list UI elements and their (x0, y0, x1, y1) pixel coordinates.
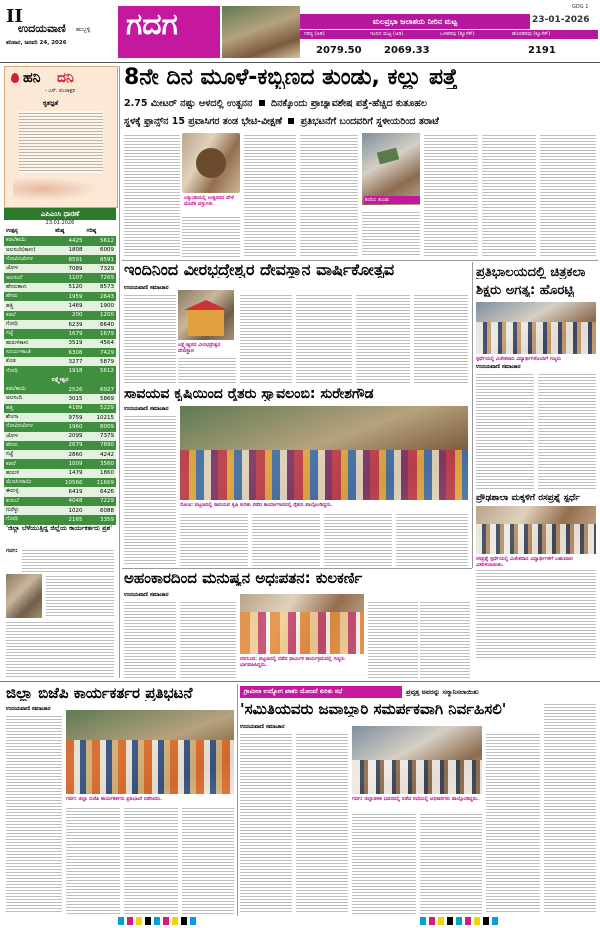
market-cell-max: 8009 (85, 422, 116, 431)
market-cell-crop: ಹುರುಳಿ (4, 469, 53, 478)
story2-headline: ಇಂದಿನಿಂದ ವೀರಭದ್ರೇಶ್ವರ ದೇವಸ್ಥಾನ ವಾರ್ಷಿಕೋತ್ಸವ (124, 262, 395, 278)
honey-brand-right: ದನಿ (57, 70, 74, 86)
market-cell-min: 6308 (53, 348, 84, 357)
lead-col-2 (182, 215, 240, 257)
market-cell-max: 6088 (85, 506, 116, 515)
bottom-right-headline: 'ಸಮಿತಿಯವರು ಜವಾಬ್ದಾರಿ ಸಮರ್ಪಕವಾಗಿ ನಿರ್ವಹಿಸಲಿ' (240, 702, 507, 717)
market-row (4, 404, 116, 413)
profile-place: ಗದಗ: (6, 548, 18, 554)
bottom-left-byline: ಉದಯವಾಣಿ ಸಮಾಚಾರ (6, 706, 51, 712)
meeting-table (352, 760, 482, 794)
bottom-right-col-5 (486, 732, 540, 914)
story3-byline: ಉದಯವಾಣಿ ಸಮಾಚಾರ (124, 406, 169, 412)
market-cell-max: 6640 (85, 320, 116, 329)
honey-subtitle: ಕೃತಜ್ಞತೆ (43, 99, 59, 107)
market-cell-max: 3359 (85, 515, 116, 524)
market-row (4, 469, 116, 478)
market-cell-min: 2526 (53, 385, 84, 394)
story3-col-3 (252, 512, 320, 566)
market-cell-min: 1959 (53, 292, 84, 301)
story3-caption: ರೋಣ: ಪಟ್ಟಣದಲ್ಲಿ ಸಾವಯವ ಕೃಷಿ ಕುರಿತು ನಡೆದ ಕಾರ್ಯಾಗಾರದಲ್ಲಿ ರೈತರು ಪಾಲ್ಗೊಂಡಿದ್ದರು. (180, 502, 333, 508)
market-cell-max: 5612 (85, 236, 116, 245)
market-title: ಎಪಿಎಂಸಿ ಧಾರಣೆ (4, 208, 116, 220)
market-cell-crop: ಗೋವಿನಜೋಳ (4, 255, 53, 264)
market-cell-max: 3560 (85, 459, 116, 468)
profile-text-1 (22, 548, 114, 572)
bottom-left-col-3 (124, 806, 178, 914)
story4-col-1 (124, 600, 176, 678)
market-row (4, 236, 116, 245)
right-byline: ಉದಯವಾಣಿ ಸಮಾಚಾರ (476, 364, 521, 370)
lead-sub-2b: ಪ್ರತಿಭಟನೆಗೆ ಬಂದವರಿಗೆ ಸ್ಥಳೀಯರಿಂದ ತರಾಟೆ (300, 116, 439, 127)
market-cell-min: 1107 (53, 273, 84, 282)
market-cell-min: 1469 (53, 301, 84, 310)
market-row (4, 385, 116, 394)
market-cell-max: 4242 (85, 450, 116, 459)
story3-col-1 (124, 414, 176, 566)
temple-icon (188, 308, 224, 336)
market-date: 23-01-2026 (532, 15, 590, 25)
story4-photo (240, 594, 364, 654)
market-cell-crop: ಗುರೆಳ್ಳು (4, 506, 53, 515)
market-row (4, 459, 116, 468)
market-row (4, 450, 116, 459)
market-section-label: ಲಕ್ಷ್ಮೇಶ್ವರ (4, 376, 116, 385)
market-head-crop: ಉತ್ಪನ್ನ (4, 227, 53, 236)
right-photo-1 (476, 302, 596, 354)
lead-col-8 (540, 133, 596, 257)
market-cell-crop: ಸೂರ್ಯಕಾಂತಿ (4, 348, 53, 357)
market-cell-min: 1960 (53, 422, 84, 431)
lead-col-4 (300, 133, 358, 257)
story2-col-6 (414, 293, 468, 385)
market-cell-crop: ಹೆಸರು (4, 292, 53, 301)
market-cell-crop: ಶೇಂಗಾ (4, 413, 53, 422)
story2-col-3 (240, 293, 292, 385)
bottom-right-byline: ಉದಯವಾಣಿ ಸಮಾಚಾರ (240, 724, 285, 730)
market-cell-min: 5120 (53, 283, 84, 292)
lead-headline: 8ನೇ ದಿನ ಮೂಳೆ-ಕಬ್ಬಿಣದ ತುಂಡು, ಕಲ್ಲು ಪತ್ತೆ (124, 67, 458, 89)
market-row (4, 301, 116, 310)
market-cell-crop: ಹೆಸರು (4, 441, 53, 450)
col-label-2: ಒಳಹರಿವು (ಕ್ಯೂಸೆಕ್) (440, 31, 475, 37)
honey-figure (13, 175, 109, 203)
sidebar-rule (119, 66, 120, 678)
story2-byline: ಉದಯವಾಣಿ ಸಮಾಚಾರ (124, 285, 169, 291)
market-cell-crop: ಹುರುಳಿಕಾಳು (4, 339, 53, 348)
market-row (4, 339, 116, 348)
market-head-max: ಗರಿಷ್ಠ (85, 227, 116, 236)
story3-col-5 (396, 512, 468, 566)
market-cell-max: 2643 (85, 292, 116, 301)
market-table-wrap (4, 227, 116, 525)
story3-col-4 (324, 512, 392, 566)
market-cell-min: 3519 (53, 339, 84, 348)
market-row (4, 320, 116, 329)
col-value-0: 2079.50 (316, 45, 362, 56)
story2-col-2 (178, 356, 236, 385)
market-cell-max: 4564 (85, 339, 116, 348)
market-cell-min: 9759 (53, 413, 84, 422)
market-cell-crop: ಕಡಲೆಕಾಯಿ (4, 385, 53, 394)
market-row (4, 422, 116, 431)
story4-col-2 (180, 600, 236, 678)
market-cell-crop: ಕಡಲೆಕಾಯಿ (4, 236, 53, 245)
market-row (4, 432, 116, 441)
market-row (4, 497, 116, 506)
strip-2: ಪ್ರವೃತ್ತ ಅವರನ್ನು ಸನ್ಮಾನಿಸಲಾಯಿತು (406, 688, 479, 696)
market-cell-crop: ಸಜ್ಜೆ (4, 329, 53, 338)
registration-marks (118, 917, 198, 925)
market-cell-min: 1009 (53, 459, 84, 468)
bottom-right-col-1 (240, 732, 292, 914)
right-headline-3: ಪ್ರೌಢಶಾಲಾ ಮಕ್ಕಳಿಗೆ ರಸಪ್ರಶ್ನೆ ಸ್ಪರ್ಧೆ (476, 494, 580, 503)
market-row (4, 394, 116, 403)
lead-caption-1: ಲಕ್ಕುಂಡಿಯಲ್ಲಿ ಉತ್ಖನನದ ವೇಳೆ ದೊರೆತ ವಸ್ತುಗಳು (184, 195, 234, 207)
square-icon (288, 118, 294, 124)
market-row (4, 264, 116, 273)
market-row (4, 441, 116, 450)
bottom-right-col-6 (544, 702, 596, 914)
market-cell-max: 6009 (85, 246, 116, 255)
registration-marks-2 (420, 917, 500, 925)
market-cell-crop: ಕೊಡ (4, 357, 53, 366)
market-cell-min: 1479 (53, 469, 84, 478)
market-cell-crop: ಗೋವಿನಜೋಳ (4, 422, 53, 431)
market-cell-crop: ಅಲಸಂದಿ (4, 394, 53, 403)
market-cell-min: 4425 (53, 236, 84, 245)
market-cell-min: 6419 (53, 487, 84, 496)
market-cell-min: 2165 (53, 515, 84, 524)
group-band (476, 322, 596, 354)
market-cell-crop: ಗೋಧಿ (4, 320, 53, 329)
bottom-right-col-2 (296, 732, 348, 914)
story2-col-4 (296, 293, 352, 385)
market-row (4, 329, 116, 338)
page-marker: II (6, 6, 23, 27)
lead-sub-2a: ಸ್ಥಳಕ್ಕೆ ಫ್ರಾನ್ಸ್‌ನ 15 ಪ್ರವಾಸಿಗರ ತಂಡ ಭೇಟಿ-ವೀಕ್ಷಣೆ (124, 116, 283, 127)
lead-col-3 (244, 133, 296, 257)
market-cell-crop: ಗೋಧಿ (4, 515, 53, 524)
bottom-left-headline: ಜಿಲ್ಲಾ ಬಿಜೆಪಿ ಕಾರ್ಯಕರ್ತರ ಪ್ರತಿಭಟನೆ (6, 686, 193, 701)
market-cell-max: 5869 (85, 394, 116, 403)
dam-photo (222, 6, 300, 58)
right-col-1 (476, 372, 534, 490)
story4-caption: ನರಗುಂದ: ಪಟ್ಟಣದಲ್ಲಿ ನಡೆದ ಧಾರ್ಮಿಕ ಕಾರ್ಯಕ್ರಮದಲ್ಲಿ ಗಣ್ಯರು ಭಾಗವಹಿಸಿದ್ದರು. (240, 656, 345, 668)
honey-text (19, 111, 103, 173)
market-cell-min: 2099 (53, 432, 84, 441)
market-cell-max: 1200 (85, 311, 116, 320)
market-cell-min: 8591 (53, 255, 84, 264)
district-name: ಗದಗ (126, 7, 178, 42)
market-cell-crop: ಕಡಲೆ (4, 311, 53, 320)
masthead (0, 0, 600, 63)
market-cell-max: 6426 (85, 487, 116, 496)
bottom-rule (0, 681, 600, 682)
col-value-3: 2191 (528, 45, 556, 56)
market-row (4, 292, 116, 301)
col-label-0: ಗರಿಷ್ಠ (ಅಡಿ) (304, 31, 325, 37)
profile-text-3 (6, 620, 114, 678)
market-cell-max: 8573 (85, 283, 116, 292)
market-cell-crop: ಅಲಸಂದೆ (4, 273, 53, 282)
crowd-band (180, 450, 468, 500)
col-label-3: ಹೊರಹರಿವು (ಕ್ಯೂಸೆಕ್) (512, 31, 551, 37)
market-box (4, 208, 116, 523)
bottom-left-col-2 (66, 806, 120, 914)
lead-photo-1-inner (196, 148, 226, 178)
market-row (4, 348, 116, 357)
bottom-left-caption: ಗದಗ: ಜಿಲ್ಲಾ ಬಿಜೆಪಿ ಕಾರ್ಯಕರ್ತರು ಪ್ರತಿಭಟನೆ ನಡೆಸಿದರು. (66, 796, 163, 802)
right-photo-2 (476, 506, 596, 554)
market-cell-max: 7229 (85, 497, 116, 506)
bottom-right-photo (352, 726, 482, 794)
masthead-rule (0, 62, 600, 63)
market-cell-min: 10566 (53, 478, 84, 487)
market-cell-max: 7429 (85, 348, 116, 357)
market-cell-max: 7890 (85, 441, 116, 450)
bottom-right-col-4 (420, 812, 482, 914)
market-table (4, 227, 116, 525)
profile-title: 'ಜಿಲ್ಲಾ ಬೆಳೆಯುತ್ತಿದ್ದ ಜಿಲ್ಲೆಯ ಕಾರ್ಯಕರ್ತರು ಪ್ರಶ' (6, 524, 113, 532)
bottom-right-caption: ಗದಗ: ಜಿಲ್ಲಾಡಳಿತ ಭವನದಲ್ಲಿ ನಡೆದ ಸಭೆಯಲ್ಲಿ ಅಧಿಕಾರಿಗಳು ಪಾಲ್ಗೊಂಡಿದ್ದರು. (352, 796, 479, 802)
market-cell-min: 7089 (53, 264, 84, 273)
market-cell-max: 7269 (85, 273, 116, 282)
square-icon (259, 100, 265, 106)
stage-band (240, 612, 364, 654)
story3-col-2 (180, 512, 248, 566)
lead-sub-1a: 2.75 ಮೀಟರ್ ನಷ್ಟು ಆಳದಲ್ಲಿ ಉತ್ಖನನ (124, 98, 253, 109)
market-cell-min: 3015 (53, 394, 84, 403)
market-cell-crop: ಜೋಳ (4, 264, 53, 273)
market-row (4, 357, 116, 366)
market-row (4, 255, 116, 264)
strip-1: ಗ್ರಾಮೀಣ ಉದ್ಯೋಗ ಖಾತರಿ ಯೋಜನೆ ಕುರಿತು ಸಭೆ (240, 686, 402, 698)
honey-box (4, 66, 118, 208)
group-band-2 (476, 524, 596, 554)
market-cell-min: 3277 (53, 357, 84, 366)
market-cell-crop: ಹತ್ತಿ (4, 404, 53, 413)
lead-col-1 (124, 133, 180, 257)
lead-sub-1 (124, 98, 596, 109)
protest-band (66, 740, 234, 794)
market-head-min: ಕನಿಷ್ಠ (53, 227, 84, 236)
lead-sub-2 (124, 116, 596, 127)
market-cell-max: 1679 (85, 329, 116, 338)
story3-headline: ಸಾವಯವ ಕೃಷಿಯಿಂದ ರೈತರು ಸ್ವಾವಲಂಬಿ: ಸುರೇಶಗೌಡ (124, 387, 374, 401)
right-headline-2: ಶಿಕ್ಷರು ಅಗತ್ಯ: ಹೊರಟ್ಟಿ (476, 284, 574, 297)
story4-rule (122, 568, 472, 569)
right-caption-2: ರಸಪ್ರಶ್ನೆ ಸ್ಪರ್ಧೆಯಲ್ಲಿ ವಿಜೇತರಾದ ವಿದ್ಯಾರ್ಥಿಗಳಿಗೆ ಬಹುಮಾನ ವಿತರಿಸಲಾಯಿತು. (476, 556, 573, 568)
story4-col-3 (368, 600, 418, 678)
page-code: GDG 1 (572, 4, 589, 10)
bottom-mid-rule (237, 684, 238, 916)
market-cell-crop: ಅಲಸಂದಿ(ಕಾಳು) (4, 246, 53, 255)
honey-brand-left: ಹನಿ (23, 70, 41, 86)
market-row (4, 413, 116, 422)
story2-col-5 (356, 293, 410, 385)
dateline: ಶನಿವಾರ, ಜನವರಿ 24, 2026 (6, 40, 67, 46)
market-cell-max: 5879 (85, 357, 116, 366)
lead-caption-2: ಶಿಲೆಯ ತುಂಡು (364, 196, 420, 204)
market-cell-min: 1020 (53, 506, 84, 515)
market-cell-crop: ಈರುಳ್ಳಿ (4, 487, 53, 496)
market-cell-crop: ಕುಸುಬೆ (4, 497, 53, 506)
market-cell-crop: ಹೆಸರುಕಾಳು (4, 283, 53, 292)
profile-box (4, 520, 116, 680)
edition-label: ಹುಬ್ಬಳ್ಳಿ (76, 26, 91, 33)
honey-icon (11, 73, 19, 83)
col-value-1: 2069.33 (384, 45, 430, 56)
paper-name: ಉದಯವಾಣಿ (18, 22, 66, 35)
temple-roof (184, 300, 228, 310)
market-cell-max: 6927 (85, 385, 116, 394)
market-cell-min: 1808 (53, 246, 84, 255)
market-cell-crop: ಜೋಳ (4, 432, 53, 441)
right-col-3 (476, 568, 596, 658)
lead-col-5 (362, 210, 420, 257)
market-section-row (4, 376, 116, 385)
lead-sub-1b: ದಿನಕ್ಕೊಂದು ಪ್ರಾಚ್ಯಾವಶೇಷ ಪತ್ತೆ-ಹೆಚ್ಚಿದ ಕುತೂಹಲ (270, 98, 428, 109)
market-cell-max: 5229 (85, 404, 116, 413)
market-cell-min: 2679 (53, 441, 84, 450)
lead-photo-2 (362, 133, 420, 205)
story2-col-1 (124, 293, 176, 385)
profile-photo (6, 574, 42, 618)
story4-headline: ಅಹಂಕಾರದಿಂದ ಮನುಷ್ಯನ ಅಧಃಪತನ: ಕುಲಕರ್ಣಿ (124, 571, 363, 586)
market-row (4, 273, 116, 282)
bottom-right-col-3 (352, 812, 416, 914)
market-cell-max: 1860 (85, 469, 116, 478)
market-row (4, 366, 116, 375)
market-cell-min: 2860 (53, 450, 84, 459)
market-cell-max: 11669 (85, 478, 116, 487)
market-date: 23.01.2026 (45, 220, 75, 226)
story3-photo (180, 406, 468, 500)
mid-rule (472, 262, 473, 568)
story2-caption: ಲಕ್ಷ್ಮೇಶ್ವರದ ವೀರಭದ್ರೇಶ್ವರ ದೇವಸ್ಥಾನ (178, 342, 221, 354)
honey-byline: - ಎಸ್. ಪಂಚಾಕ್ಷರಿ (45, 88, 76, 94)
market-cell-crop: ಕಡಲೆ (4, 459, 53, 468)
bottom-left-col-4 (182, 806, 234, 914)
market-row (4, 478, 116, 487)
right-caption-1: ಸ್ಪರ್ಧೆಯಲ್ಲಿ ವಿಜೇತರಾದ ವಿದ್ಯಾರ್ಥಿಗಳೊಂದಿಗೆ ಗಣ್ಯರು (476, 356, 561, 362)
bottom-left-col-1 (6, 714, 62, 914)
market-cell-min: 1679 (53, 329, 84, 338)
market-cell-crop: ಸಜ್ಜೆ (4, 450, 53, 459)
market-cell-crop: ಗೋಧಿ (4, 366, 53, 375)
market-cell-max: 10215 (85, 413, 116, 422)
story4-col-4 (420, 600, 470, 678)
market-row (4, 246, 116, 255)
market-cell-max: 7329 (85, 264, 116, 273)
market-row (4, 487, 116, 496)
story2-photo (178, 290, 234, 340)
market-cell-min: 200 (53, 311, 84, 320)
market-title: ಮಲಪ್ರಭಾ ಜಲಾಶಯ ನೀರಿನ ಮಟ್ಟ (300, 14, 530, 29)
market-cell-min: 4048 (53, 497, 84, 506)
market-cell-min: 1918 (53, 366, 84, 375)
right-col-2 (538, 372, 596, 490)
lead-rule (122, 260, 598, 261)
market-head-row (4, 227, 116, 236)
story4-byline: ಉದಯವಾಣಿ ಸಮಾಚಾರ (124, 592, 169, 598)
market-row (4, 311, 116, 320)
market-cell-max: 1900 (85, 301, 116, 310)
market-cell-crop: ಹತ್ತಿ (4, 301, 53, 310)
lead-col-6 (424, 133, 478, 257)
market-cell-max: 8591 (85, 255, 116, 264)
col-label-1: ಇಂದಿನ ಮಟ್ಟ (ಅಡಿ) (370, 31, 404, 37)
market-row (4, 283, 116, 292)
profile-text-2 (46, 574, 114, 618)
market-row (4, 506, 116, 515)
market-cell-min: 4189 (53, 404, 84, 413)
right-headline-1: ಪ್ರತಿಭಾಲಯದಲ್ಲಿ ಚಿತ್ರಕಲಾ (476, 266, 586, 279)
market-cell-max: 5612 (85, 366, 116, 375)
lead-col-7 (482, 133, 536, 257)
market-cell-min: 6239 (53, 320, 84, 329)
market-cell-max: 7379 (85, 432, 116, 441)
bottom-left-photo (66, 710, 234, 794)
market-cell-crop: ಮೆಣಸಿನಕಾಯಿ (4, 478, 53, 487)
